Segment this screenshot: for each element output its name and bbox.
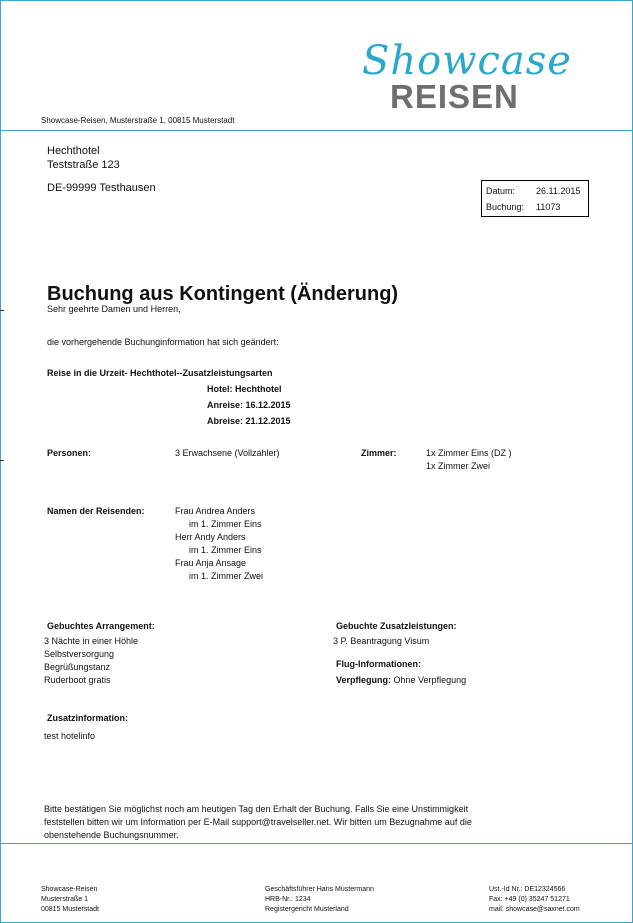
additional-value: test hotelinfo [44,731,96,741]
footer-contact [489,885,580,915]
closing-line: obenstehende Buchungsnummer. [44,830,179,840]
intro-text: die vorhergehende Buchunginformation hat sich geändert: [47,337,279,347]
traveler-line: im 1. Zimmer Zwei [189,571,263,581]
persons-label: Personen: [47,448,92,458]
arrangement-label: Gebuchtes Arrangement: [47,621,155,631]
additional-label: Zusatzinformation: [47,713,128,723]
arrangement-item: Begrüßungstanz [44,662,111,672]
traveler-line: Frau Anja Ansage [175,558,247,568]
extras-label: Gebuchte Zusatzleistungen: [336,621,457,631]
booking-value: 11073 [536,202,561,212]
footer-contact-line: Ust.-Id Nr.: DE12324566 [489,886,566,893]
booking-label: Buchung: [486,202,525,212]
trip-departure: Abreise: 21.12.2015 [207,416,291,426]
persons-value: 3 Erwachsene (Vollzahler) [175,448,280,458]
recipient-street: Teststraße 123 [47,159,120,171]
footer-contact-line: Fax: +49 (0) 35247 51271 [489,896,570,903]
footer-management-line: Geschäftsführer Hans Mustermann [265,886,374,893]
footer-management-line: HRB-Nr.: 1234 [265,896,311,903]
arrangement-item: Ruderboot gratis [44,675,111,685]
logo-reisen-text: REISEN [390,78,519,115]
footer-management [265,885,374,915]
sender-line: Showcase-Reisen, Musterstraße 1, 00815 Musterstadt [41,116,235,125]
catering-value: Ohne Verpflegung [393,675,467,685]
arrangement-item: 3 Nächte in einer Höhle [44,636,139,646]
traveler-line: im 1. Zimmer Eins [189,545,262,555]
page-title: Buchung aus Kontingent (Änderung) [47,283,399,305]
flight-label: Flug-Informationen: [336,659,421,669]
trip-arrival: Anreise: 16.12.2015 [207,400,291,410]
date-value: 26.11.2015 [536,186,581,196]
rooms-label: Zimmer: [361,448,397,458]
booking-info-box [481,180,589,217]
catering-label: Verpflegung: [336,675,392,685]
footer-rule [0,843,633,844]
recipient-name: Hechthotel [47,145,100,157]
catering-line [336,675,466,685]
recipient-city: DE-99999 Testhausen [47,182,156,194]
fold-mark-bottom [0,460,4,461]
logo-script-text: Showcase [362,38,572,84]
traveler-line: Frau Andrea Anders [175,506,256,516]
trip-name: Reise in die Urzeit- Hechthotel--Zusatzleistungsarten [47,368,273,378]
trip-hotel: Hotel: Hechthotel [207,384,282,394]
header-rule [0,130,633,131]
footer-company-line: 00815 Musterstadt [41,906,99,913]
arrangement-item: Selbstversorgung [44,649,115,659]
room-item: 1x Zimmer Zwei [426,461,491,471]
date-label: Datum: [486,186,516,196]
traveler-line: Herr Andy Anders [175,532,246,542]
travelers-label: Namen der Reisenden: [47,506,145,516]
footer-company-line: Musterstraße 1 [41,896,89,903]
salutation: Sehr geehrte Damen und Herren, [47,304,181,314]
fold-mark-top [0,310,4,311]
footer-management-line: Registergericht Musterland [265,906,349,913]
footer-company-line: Showcase-Reisen [41,886,98,893]
footer-contact-line: mail: showcase@saxnet.com [489,906,580,913]
closing-line: feststellen bitten wir um Information per E-Mail support@travelseller.net. Wir bitten um Bezugnahme auf die [44,817,472,827]
traveler-line: im 1. Zimmer Eins [189,519,262,529]
extras-item: 3 P. Beantragung Visum [333,636,430,646]
footer-company [41,885,99,915]
closing-line: Bitte bestätigen Sie möglichst noch am heutigen Tag den Erhalt der Buchung. Falls Sie eine Unstimmigkeit [44,804,469,814]
room-item: 1x Zimmer Eins (DZ ) [426,448,512,458]
